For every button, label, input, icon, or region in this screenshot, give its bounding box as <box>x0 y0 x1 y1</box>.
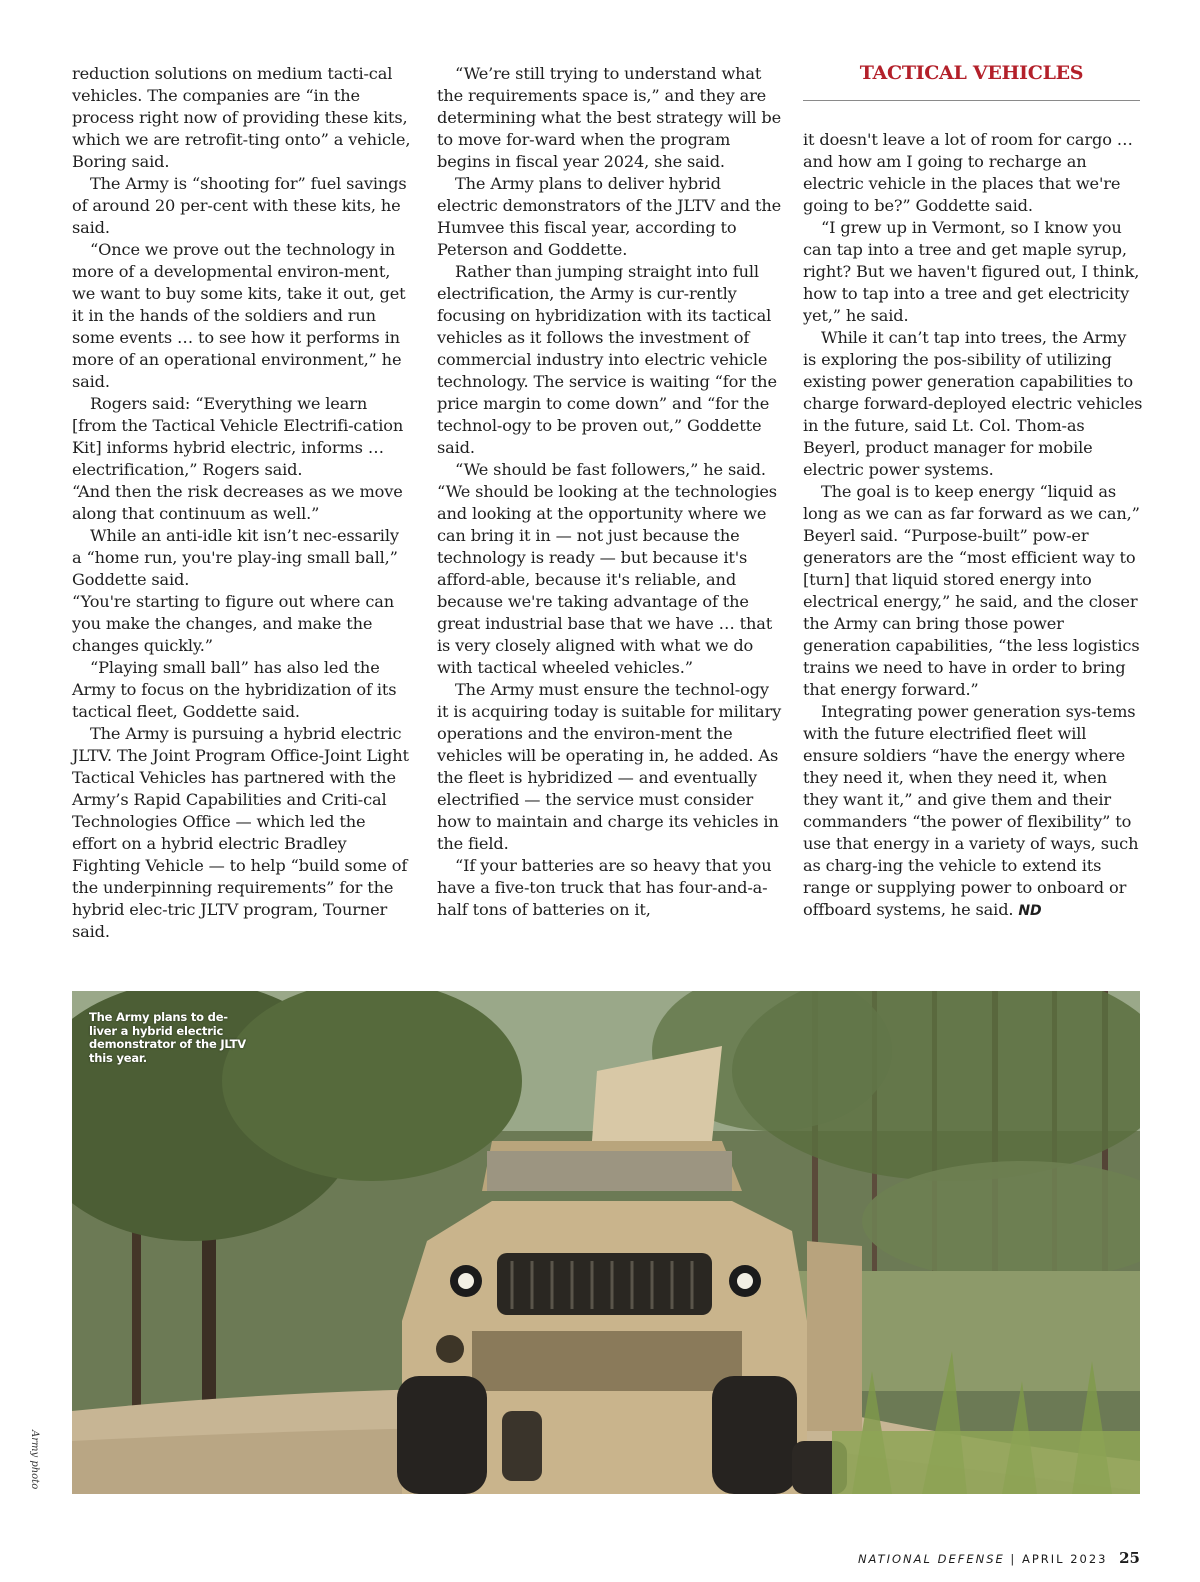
paragraph-text: “We’re still trying to understand what the requirements space is,” and they are determining what the best strategy will be to move for-ward when the program begins in fiscal year 2024, she said. <box>437 64 782 171</box>
paragraph-text: The Army is pursuing a hybrid electric JLTV. The Joint Program Office-Joint Light Tactical Vehicles has partnered with the Army’s Rapid Capabilities and Criti-cal Technologies Office — which led the effort on a hybrid electric Bradley Fighting Vehicle — to help “build some of the underpinning requirements” for the hybrid elec-tric JLTV program, Tourner said. <box>72 724 409 941</box>
paragraph-text: “We should be fast followers,” he said. “We should be looking at the technologies and looking at the opportunity where we can bring it in — not just because the technology is ready — but because it's afford-able, because it's reliable, and because we're taking advantage of the great industrial base that we have … that is very closely aligned with what we do with tactical wheeled vehicles.” <box>437 460 777 677</box>
paragraph-text: While it can’t tap into trees, the Army is exploring the pos-sibility of utilizing existing power generation capabilities to charge forward-deployed electric vehicles in the future, said Lt. Col. Thom-as Beyerl, product manager for mobile electric power systems. <box>803 328 1143 479</box>
article-paragraph <box>437 459 782 679</box>
paragraph-text: While an anti-idle kit isn’t nec-essarily a “home run, you're play-ing small ball,” Goddette said. <box>72 526 399 589</box>
jltv-illustration <box>72 991 1140 1494</box>
article-paragraph <box>72 393 412 481</box>
paragraph-text: The Army is “shooting for” fuel savings of around 20 per-cent with these kits, he said. <box>72 174 407 237</box>
article-paragraph <box>803 129 1143 217</box>
article-paragraph <box>72 63 412 173</box>
article-paragraph <box>437 63 782 173</box>
end-mark: ND <box>1018 903 1042 919</box>
article-paragraph <box>437 261 782 459</box>
article-column-3 <box>803 129 1143 922</box>
article-paragraph <box>437 855 782 921</box>
article-column-2 <box>437 63 782 921</box>
jltv-photo <box>72 991 1140 1494</box>
article-paragraph <box>72 481 412 525</box>
article-paragraph <box>72 525 412 591</box>
section-header <box>803 60 1140 101</box>
paragraph-text: Rogers said: “Everything we learn [from the Tactical Vehicle Electrifi-cation Kit] informs hybrid electric, informs … electrification,” Rogers said. <box>72 394 404 479</box>
paragraph-text: “Playing small ball” has also led the Army to focus on the hybridization of its tactical fleet, Goddette said. <box>72 658 397 721</box>
paragraph-text: The goal is to keep energy “liquid as long as we can as far forward as we can,” Beyerl said. “Purpose-built” pow-er generators are the “most efficient way to [turn] that liquid stored energy into electrical energy,” he said, and the closer the Army can bring those power generation capabilities, “the less logistics trains we need to have in order to bring that energy forward.” <box>803 482 1140 699</box>
article-paragraph <box>803 481 1143 701</box>
article-column-1 <box>72 63 412 943</box>
article-paragraph <box>72 173 412 239</box>
paragraph-text: The Army plans to deliver hybrid electric demonstrators of the JLTV and the Humvee this fiscal year, according to Peterson and Goddette. <box>437 174 782 259</box>
article-paragraph <box>72 591 412 657</box>
issue-date: APRIL 2023 <box>1021 1552 1108 1566</box>
paragraph-text: Rather than jumping straight into full electrification, the Army is cur-rently focusing on hybridization with its tactical vehicles as it follows the investment of commercial industry into electric vehicle technology. The service is waiting “for the price margin to come down” and “for the technol-ogy to be proven out,” Goddette said. <box>437 262 777 457</box>
page-number: 25 <box>1119 1549 1140 1567</box>
paragraph-text: reduction solutions on medium tacti-cal vehicles. The companies are “in the process right now of providing these kits, which we are retrofit-ting onto” a vehicle, Boring said. <box>72 64 411 171</box>
article-paragraph <box>72 239 412 393</box>
footer-separator: | <box>1010 1552 1017 1566</box>
article-paragraph <box>437 679 782 855</box>
paragraph-text: “And then the risk decreases as we move along that continuum as well.” <box>72 482 403 523</box>
paragraph-text: “I grew up in Vermont, so I know you can tap into a tree and get maple syrup, right? But we haven't figured out, I think, how to tap into a tree and get electricity yet,” he said. <box>803 218 1140 325</box>
paragraph-text: The Army must ensure the technol-ogy it is acquiring today is suitable for military operations and the environ-ment the vehicles will be operating in, he added. As the fleet is hybridized — and eventually electrified — the service must consider how to maintain and charge its vehicles in the field. <box>437 680 782 853</box>
paragraph-text: it doesn't leave a lot of room for cargo … and how am I going to recharge an electric vehicle in the places that we're going to be?” Goddette said. <box>803 130 1133 215</box>
photo-credit: Army photo <box>29 1430 40 1490</box>
photo-caption: The Army plans to de-liver a hybrid electric demonstrator of the JLTV this year. <box>89 1010 246 1065</box>
paragraph-text: Integrating power generation sys-tems with the future electrified fleet will ensure soldiers “have the energy where they need it, when they need it, when they want it,” and give them and their commanders “the power of flexibility” to use that energy in a variety of ways, such as charg-ing the vehicle to extend its range or supplying power to onboard or offboard systems, he said. <box>803 702 1139 919</box>
paragraph-text: “If your batteries are so heavy that you have a five-ton truck that has four-and-a-half tons of batteries on it, <box>437 856 772 919</box>
article-paragraph <box>803 701 1143 922</box>
page-footer <box>858 1549 1140 1567</box>
article-paragraph <box>803 327 1143 481</box>
paragraph-text: “Once we prove out the technology in more of a developmental environ-ment, we want to buy some kits, take it out, get it in the hands of the soldiers and run some events … to see how it performs in more of an operational environment,” he said. <box>72 240 406 391</box>
article-paragraph <box>72 723 412 943</box>
section-title: TACTICAL VEHICLES <box>859 62 1084 84</box>
article-paragraph <box>437 173 782 261</box>
paragraph-text: “You're starting to figure out where can you make the changes, and make the changes quickly.” <box>72 592 395 655</box>
article-paragraph <box>72 657 412 723</box>
article-paragraph <box>803 217 1143 327</box>
publication-name: NATIONAL DEFENSE <box>857 1552 1005 1566</box>
